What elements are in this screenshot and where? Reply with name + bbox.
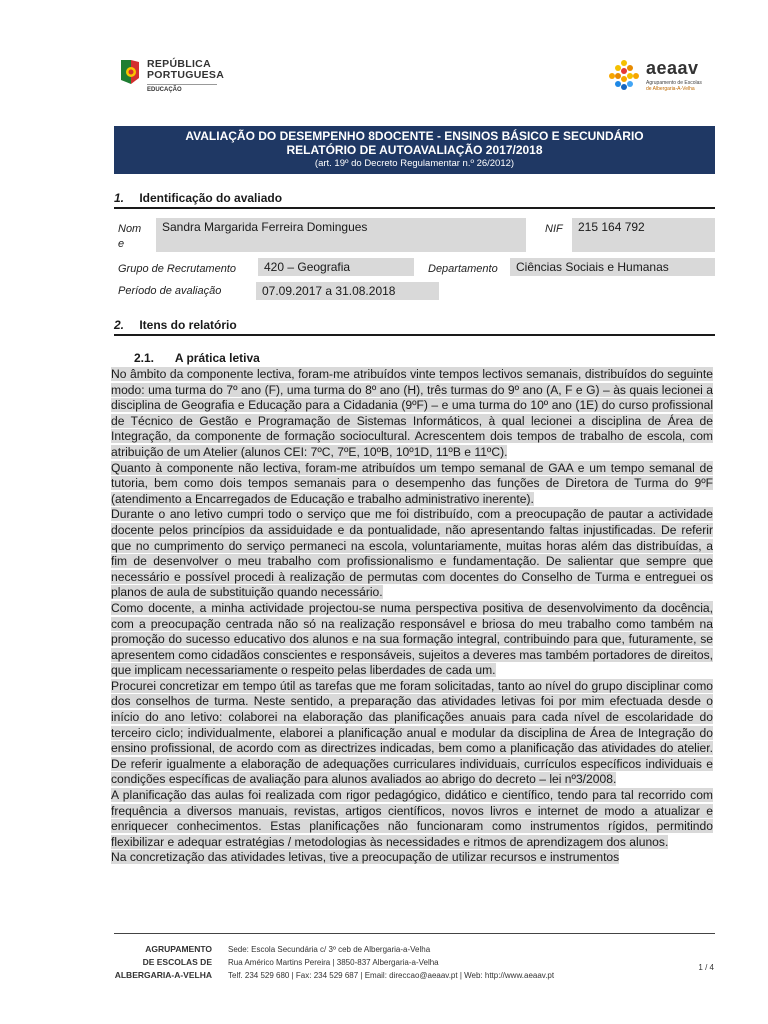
nome-label-wrap: e bbox=[118, 238, 125, 250]
footer-contact-line: Telf. 234 529 680 | Fax: 234 529 687 | Email: direccao@aeaav.pt | Web: http://www.aeaav.pt bbox=[228, 971, 555, 980]
report-body-text bbox=[111, 367, 713, 920]
departamento-label: Departamento bbox=[428, 263, 498, 275]
title-line-1: AVALIAÇÃO DO DESEMPENHO 8DOCENTE - ENSINOS BÁSICO E SECUNDÁRIO bbox=[185, 129, 644, 143]
nif-label: NIF bbox=[545, 223, 563, 235]
page-number: 1 / 4 bbox=[698, 963, 714, 972]
grupo-recrutamento-field: 420 – Geografia bbox=[258, 258, 414, 276]
logo-text-line2: PORTUGUESA bbox=[147, 69, 225, 81]
aeaav-subtitle-2: de Albergaria-A-Velha bbox=[646, 86, 695, 92]
paragraph: Na concretização das atividades letivas, tive a preocupação de utilizar recursos e instrumentos bbox=[111, 850, 620, 865]
section-2-title: Itens do relatório bbox=[139, 318, 237, 332]
title-line-2: RELATÓRIO DE AUTOAVALIAÇÃO 2017/2018 bbox=[286, 143, 543, 157]
subsection-2-1-title: A prática letiva bbox=[174, 351, 260, 365]
paragraph: Durante o ano letivo cumpri todo o serviço que me foi distribuído, com a preocupação de pautar a actividade docente pelos princípios da assiduidade e da pontualidade, não apresentando faltas injustificadas. De referir que no cumprimento do serviço permaneci na escola, voluntariamente, muitas horas além das distribuídas, a fim de desenvolver o meu trabalho com profissionalismo e fundamentação. De salientar que sempre que necessário e possível procedi à realização de permutas com docentes do Conselho de Turma e entreguei os planos de aula de substituição quando necessário. bbox=[111, 507, 713, 600]
paragraph: Procurei concretizar em tempo útil as tarefas que me foram solicitadas, tanto ao nível do grupo disciplinar como dos conselhos de turma. Neste sentido, a preparação das atividades letivas foi por mim efectuada desde o início do ano letivo: colaborei na elaboração das planificações anuais para cada nível de escolaridade do terceiro ciclo; individualmente, elaborei a planificação anual e modular da disciplina de Área de Integração do ensino profissional, de acordo com as directrizes indicadas, bem como a planificação das atividades do atelier. De referir igualmente a elaboração de adequações curriculares individuais, currículos específicos individuais e condições específicas de avaliação para alunos avaliados ao abrigo do decreto – lei nº3/2008. bbox=[111, 678, 713, 787]
departamento-field: Ciências Sociais e Humanas bbox=[510, 258, 715, 276]
section-1-number: 1. bbox=[114, 191, 125, 205]
periodo-avaliacao-field: 07.09.2017 a 31.08.2018 bbox=[256, 282, 439, 300]
nif-field: 215 164 792 bbox=[572, 218, 715, 252]
footer-address-1: Sede: Escola Secundária c/ 3º ceb de Albergaria-a-Velha bbox=[228, 945, 431, 954]
aeaav-logo bbox=[606, 58, 716, 98]
paragraph: No âmbito da componente lectiva, foram-me atribuídos vinte tempos lectivos semanais, distribuídos do seguinte modo: uma turma do 7º ano (F), uma turma do 8º ano (H), três turmas do 9º ano (A, F e G) – às quais lecionei a disciplina de Geografia e Educação para a Cidadania (9ºF) – e uma turma do 10º ano (1E) do curso profissional de Técnico de Gestão e Programação de Sistemas Informáticos, à qual lecionei a disciplina de Área de Integração, da componente de formação sociocultural. Acrescentem dois tempos de trabalho de escola, com atribuição de um Atelier (alunos CEI: 7ºC, 7ºE, 10ºB, 10º1D, 11ºB e 11ºC). bbox=[111, 367, 713, 459]
aeaav-wordmark: aeaav bbox=[646, 58, 699, 78]
document-title-box bbox=[114, 126, 715, 174]
footer-contacts bbox=[228, 943, 668, 982]
grupo-recrutamento-label: Grupo de Recrutamento bbox=[118, 263, 237, 275]
periodo-avaliacao-label: Período de avaliação bbox=[118, 285, 222, 297]
aeaav-subtitle-1: Agrupamento de Escolas bbox=[646, 80, 702, 86]
footer-left-line-1: AGRUPAMENTO bbox=[145, 944, 212, 954]
paragraph: Quanto à componente não lectiva, foram-me atribuídos um tempo semanal de GAA e um tempo semanal de tutoria, bem como dois tempos semanais para o desempenho das funções de Diretora de Turma do 9ºF (atendimento a Encarregados de Educação e trabalho administrativo inerente). bbox=[111, 460, 713, 506]
paragraph: A planificação das aulas foi realizada com rigor pedagógico, didático e científico, tendo para tal recorrido com frequência a diversos manuais, revistas, artigos científicos, novos livros e internet de modo a atualizar e enriquecer conhecimentos. Estas planificações não funcionaram como instrumentos rígidos, permitindo flexibilizar e adequar estratégias / metodologias às necessidades e ritmos de aprendizagem dos alunos. bbox=[111, 788, 713, 849]
section-1-title: Identificação do avaliado bbox=[139, 191, 283, 205]
footer-address-2: Rua Américo Martins Pereira | 3850-837 Albergaria-a-Velha bbox=[228, 958, 439, 967]
paragraph: Como docente, a minha actividade projectou-se numa perspectiva positiva de desenvolvimento da docência, com a preocupação centrada não só na realização responsável e briosa do meu trabalho como também na promoção do sucesso educativo dos alunos e na sua formação integral, contribuindo para que, futuramente, se apresentem como cidadãos conscientes e responsáveis, sujeitos a deveres mas também portadores de direitos, que implicam necessariamente o respeito pelas liberdades de cada um. bbox=[111, 600, 713, 678]
republica-portuguesa-logo bbox=[115, 54, 255, 96]
nome-label: Nom bbox=[118, 223, 142, 235]
footer-left-line-3: ALBERGARIA-A-VELHA bbox=[114, 970, 212, 980]
footer-divider bbox=[114, 933, 715, 934]
title-line-3: (art. 19º do Decreto Regulamentar n.º 26/2012) bbox=[314, 158, 515, 169]
footer-school-name bbox=[114, 943, 212, 982]
portugal-emblem-icon bbox=[119, 58, 141, 86]
nome-field: Sandra Margarida Ferreira Domingues bbox=[156, 218, 526, 252]
section-2-heading bbox=[114, 318, 715, 336]
logo-text-line3: EDUCAÇÃO bbox=[147, 84, 217, 93]
subsection-2-1-heading bbox=[134, 351, 260, 365]
aeaav-dots-icon bbox=[606, 58, 642, 94]
section-2-number: 2. bbox=[114, 318, 125, 332]
section-1-heading bbox=[114, 191, 715, 209]
logo-text-line1: REPÚBLICA bbox=[147, 58, 211, 70]
subsection-2-1-number: 2.1. bbox=[134, 351, 155, 365]
footer-left-line-2: DE ESCOLAS DE bbox=[142, 957, 212, 967]
